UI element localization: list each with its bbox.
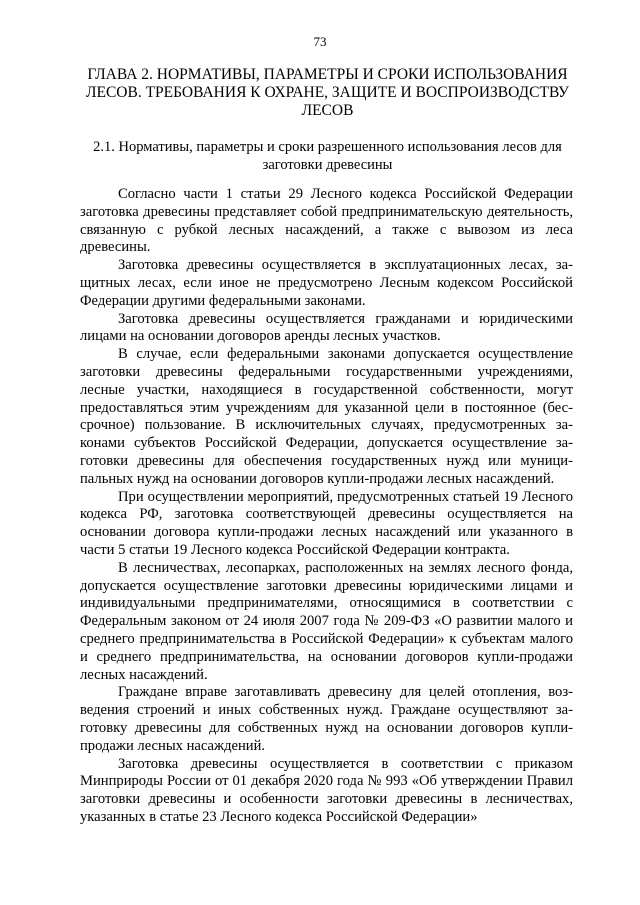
paragraph: В случае, если федеральными законами допускается осуществление заготовки древесины федеральными государственными учреждениями, лесные участки, находящиеся в государственной собственности, могут предоставляться этим учреждениям для указанной цели в постоянное (бессрочное) пользование. В исключительных случаях, предусмотренных законами субъектов Российской Федерации, допускается осуществление заготовки древесины для обеспечения государственных нужд или муниципальных нужд на основании договоров купли-продажи лесных насаждений. <box>80 346 573 487</box>
paragraph: Граждане вправе заготавливать древесину для целей отопления, возведения строений и иных собственных нужд. Граждане осуществляют заготовку древесины для собственных нужд на основании договоров купли-продажи лесных насаждений. <box>80 684 573 754</box>
page-number: 73 <box>313 34 327 49</box>
chapter-title: ГЛАВА 2. НОРМАТИВЫ, ПАРАМЕТРЫ И СРОКИ ИСПОЛЬЗОВАНИЯ ЛЕСОВ. ТРЕБОВАНИЯ К ОХРАНЕ, ЗАЩИТЕ И ВОСПРОИЗВОДСТВУ ЛЕСОВ <box>85 66 569 119</box>
paragraph: Заготовка древесины осуществляется в эксплуатационных лесах, защитных лесах, если иное не предусмотрено Лесным кодексом Российской Федерации другими федеральными законами. <box>80 257 573 309</box>
paragraph: Заготовка древесины осуществляется в соответствии с приказом Минприроды России от 01 декабря 2020 года № 993 «Об утверждении Правил заготовки древесины и особенности заготовки древесины в лесничествах, указанных в статье 23 Лесного кодекса Российской Федерации» <box>80 755 573 825</box>
section-title: 2.1. Нормативы, параметры и сроки разрешенного использования лесов для заготовки древесины <box>93 139 562 173</box>
body-text <box>80 186 573 827</box>
paragraph: Согласно части 1 статьи 29 Лесного кодекса Российской Федерации заготовка древесины представляет собой предпринимательскую деятельность, связанную с рубкой лесных насаждений, а также с вывозом из леса древесины. <box>80 186 573 256</box>
paragraph: Заготовка древесины осуществляется гражданами и юридическими лицами на основании договоров аренды лесных участков. <box>80 310 573 345</box>
paragraph: При осуществлении мероприятий, предусмотренных статьей 19 Лесного кодекса РФ, заготовка соответствующей древесины осуществляется на основании договора купли-продажи лесных насаждений или указанного в части 5 статьи 19 Лесного кодекса Российской Федерации контракта. <box>80 488 573 558</box>
paragraph: В лесничествах, лесопарках, расположенных на землях лесного фонда, допускается осуществление заготовки древесины юридическими лицами и индивидуальными предпринимателями, относящимися в соответствии с Федеральным законом от 24 июля 2007 года № 209-ФЗ «О развитии малого и среднего предпринимательства в Российской Федерации» к субъектам малого и среднего предпринимательства, на основании договоров купли-продажи лесных насаждений. <box>80 559 573 683</box>
